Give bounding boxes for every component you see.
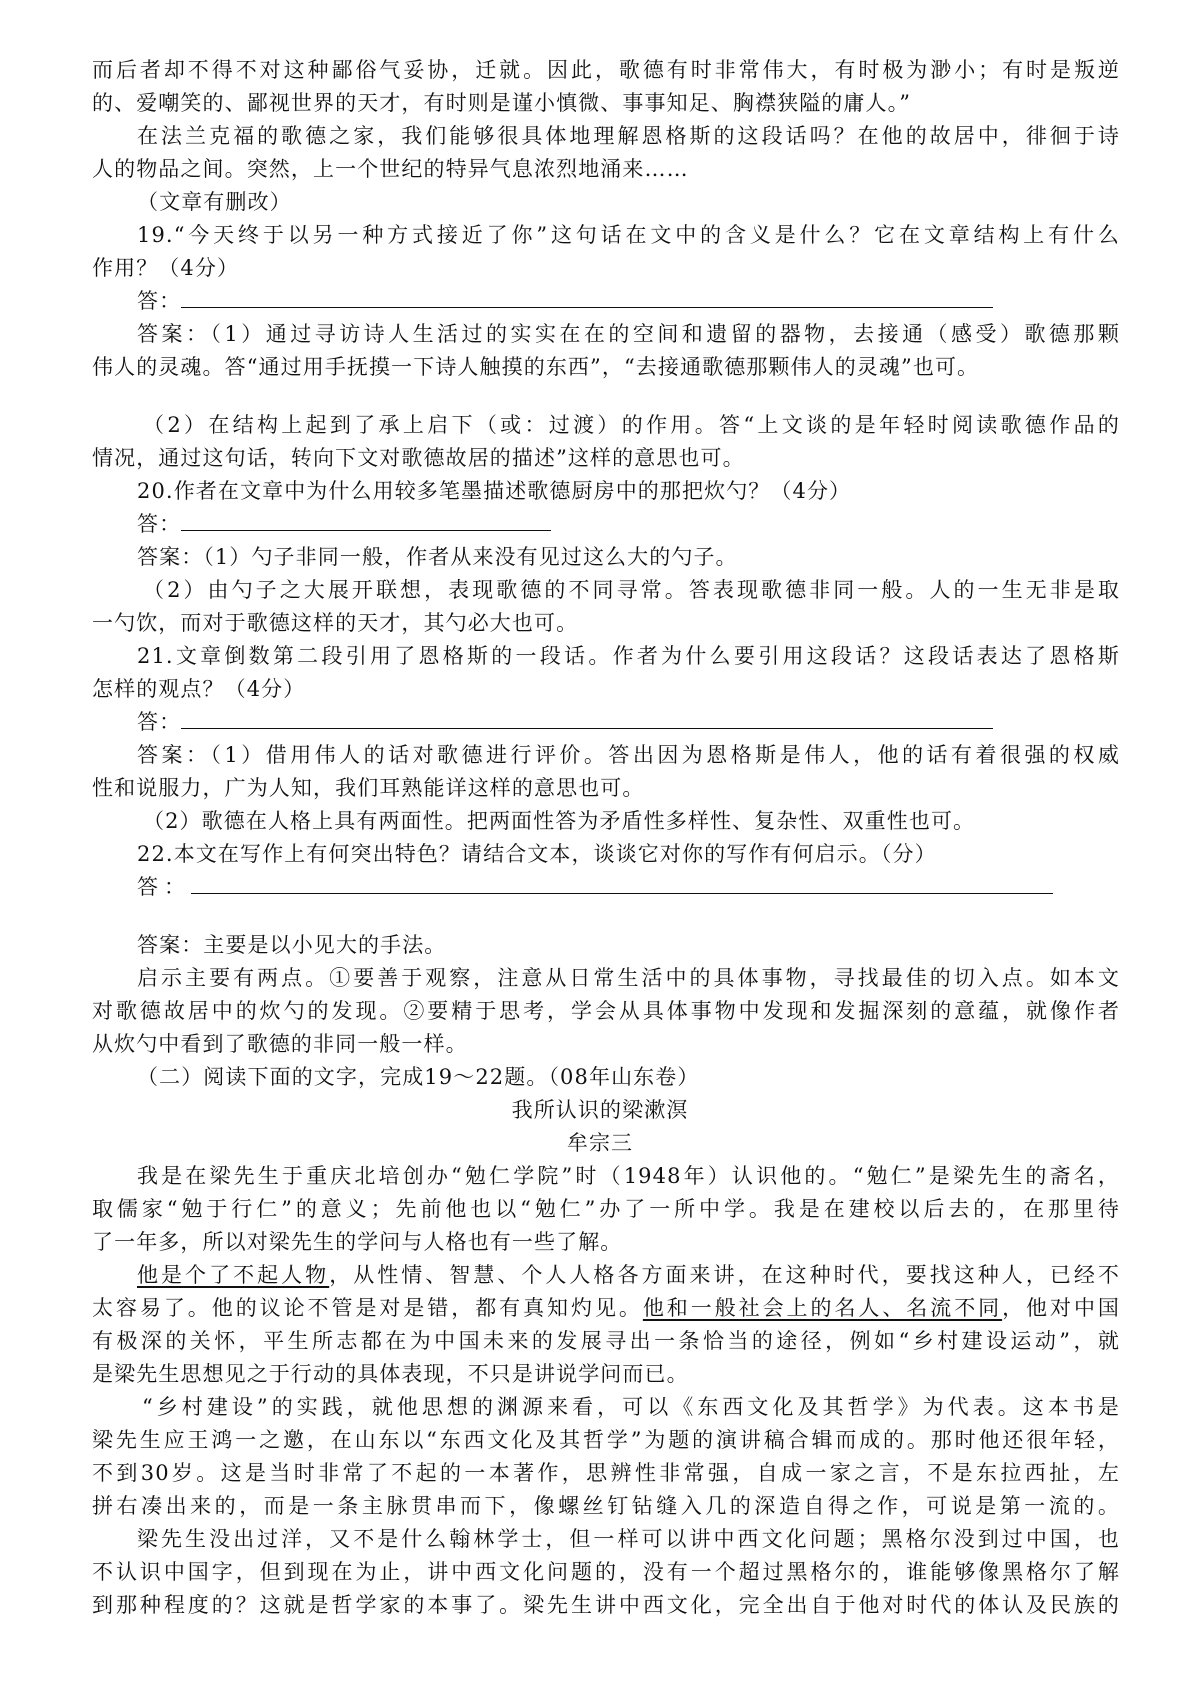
text-line: 取儒家“勉于行仁”的意义；先前他也以“勉仁”办了一所中学。我是在建校以后去的，在那里待 [92,1197,1120,1221]
underlined-phrase: 他是个了不起人物 [137,1263,330,1287]
text-line: 作用？（4分） [92,256,240,280]
text-line: 梁先生应王鸿一之邀，在山东以“东西文化及其哲学”为题的演讲稿合辑而成的。那时他还很年轻， [92,1428,1120,1452]
question-19: 19.“今天终于以另一种方式接近了你”这句话在文中的含义是什么？它在文章结构上有什么 [137,223,1120,247]
text-line: 情况，通过这句话，转向下文对歌德故居的描述”这样的意思也可。 [92,446,745,470]
text-line: 他是个了不起人物，从性情、智慧、个人人格各方面来讲，在这种时代，要找这种人，已经不 [137,1263,1120,1287]
text-line: 人的物品之间。突然，上一个世纪的特异气息浓烈地涌来…… [92,157,689,181]
answer-label: 答： [137,875,191,899]
answer-22: 答案：主要是以小见大的手法。 [137,933,447,957]
question-21: 21.文章倒数第二段引用了恩格斯的一段话。作者为什么要引用这段话？这段话表达了恩格斯 [137,644,1120,668]
text-line: 拼右凑出来的，而是一条主脉贯串而下，像螺丝钉钻缝入几的深造自得之作，可说是第一流的。 [92,1494,1120,1518]
text-line: 是梁先生思想见之于行动的具体表现，不只是讲说学问而已。 [92,1362,689,1386]
section-heading: （二）阅读下面的文字，完成19～22题。（08年山东卷） [137,1065,700,1089]
answer-19-2: （2）在结构上起到了承上启下（或：过渡）的作用。答“上文谈的是年轻时阅读歌德作品的 [143,413,1120,437]
answer-21-1: 答案：（1）借用伟人的话对歌德进行评价。答出因为恩格斯是伟人，他的话有着很强的权威 [137,743,1120,767]
answer-label: 答： [137,710,182,734]
text-line: 太容易了。他的议论不管是对是错，都有真知灼见。他和一般社会上的名人、名流不同，他对中国 [92,1296,1120,1320]
answer-21-2: （2）歌德在人格上具有两面性。把两面性答为矛盾性多样性、复杂性、双重性也可。 [143,809,976,833]
text-line: 梁先生没出过洋，又不是什么翰林学士，但一样可以讲中西文化问题；黑格尔没到过中国，也 [137,1527,1120,1551]
answer-19-1: 答案：（1）通过寻访诗人生活过的实实在在的空间和遗留的器物，去接通（感受）歌德那颗 [137,322,1120,346]
text-line: “乡村建设”的实践，就他思想的渊源来看，可以《东西文化及其哲学》为代表。这本书是 [142,1395,1120,1419]
text-line: 的、爱嘲笑的、鄙视世界的天才，有时则是谨小慎微、事事知足、胸襟狭隘的庸人。” [92,91,912,115]
text-line: 而后者却不得不对这种鄙俗气妥协，迁就。因此，歌德有时非常伟大，有时极为渺小；有时是叛逆 [92,58,1120,82]
text-line: 不认识中国字，但到现在为止，讲中西文化问题的，没有一个超过黑格尔的，谁能够像黑格尔了解 [92,1560,1120,1584]
text-line: 一勺饮，而对于歌德这样的天才，其勺必大也可。 [92,611,579,635]
answer-label: 答： [137,289,182,313]
answer-field-19 [137,286,993,316]
text-line: 性和说服力，广为人知，我们耳熟能详这样的意思也可。 [92,776,645,800]
text-line: 伟人的灵魂。答“通过用手抚摸一下诗人触摸的东西”，“去接通歌德那颗伟人的灵魂”也可。 [92,355,980,379]
text-line: 有极深的关怀，平生所志都在为中国未来的发展寻出一条恰当的途径，例如“乡村建设运动”，就 [92,1329,1120,1353]
question-20: 20.作者在文章中为什么用较多笔墨描述歌德厨房中的那把炊勺？（4分） [137,479,852,503]
answer-label: 答： [137,512,182,536]
text-line: 在法兰克福的歌德之家，我们能够很具体地理解恩格斯的这段话吗？在他的故居中，徘徊于诗 [137,124,1120,148]
text-line: 不到30岁。这是当时非常了不起的一本著作，思辨性非常强，自成一家之言，不是东拉西扯，左 [92,1461,1120,1485]
text-line: 到那种程度的？这就是哲学家的本事了。梁先生讲中西文化，完全出自于他对时代的体认及民族的 [92,1593,1120,1617]
text-line: 了一年多，所以对梁先生的学问与人格也有一些了解。 [92,1230,623,1254]
question-22: 22.本文在写作上有何突出特色？请结合文本，谈谈它对你的写作有何启示。（分） [137,842,937,866]
answer-blank-line [191,873,1053,894]
answer-blank-line [181,287,993,308]
text-line: 怎样的观点？（4分） [92,677,306,701]
answer-field-21 [137,707,993,737]
text-line: 我是在梁先生于重庆北培创办“勉仁学院”时（1948年）认识他的。“勉仁”是梁先生的斋名， [137,1164,1120,1188]
text-line: 对歌德故居中的炊勺的发现。②要精于思考，学会从具体事物中发现和发掘深刻的意蕴，就像作者 [92,999,1120,1023]
article-author: 牟宗三 [566,1131,634,1155]
answer-20-2: （2）由勺子之大展开联想，表现歌德的不同寻常。答表现歌德非同一般。人的一生无非是取 [143,578,1120,602]
article-title: 我所认识的梁漱溟 [511,1098,689,1122]
source-note: （文章有删改） [137,190,292,214]
answer-20-1: 答案：（1）勺子非同一般，作者从来没有见过这么大的勺子。 [137,545,738,569]
answer-field-22 [137,872,1053,902]
text-line: 从炊勺中看到了歌德的非同一般一样。 [92,1032,468,1056]
text-line: 启示主要有两点。①要善于观察，注意从日常生活中的具体事物，寻找最佳的切入点。如本文 [137,966,1120,990]
answer-blank-line [181,708,993,729]
underlined-phrase: 他和一般社会上的名人、名流不同 [642,1296,1003,1320]
answer-blank-line [181,510,551,531]
answer-field-20 [137,509,551,539]
